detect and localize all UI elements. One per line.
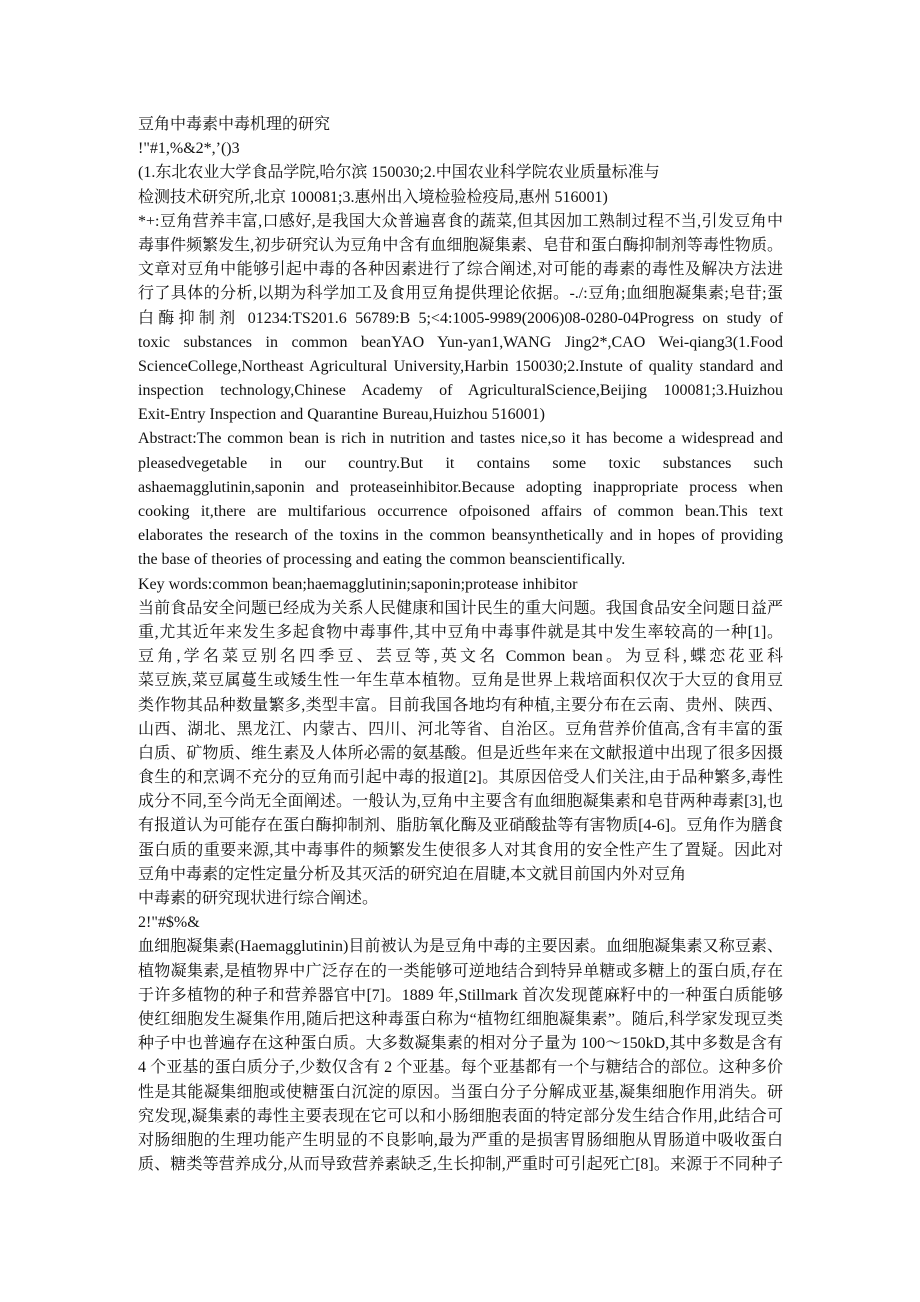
- text-line: 植物凝集素,是植物界中广泛存在的一类能够可逆地结合到特异单糖或多糖上的蛋白质,存在: [138, 962, 783, 980]
- introduction: [138, 597, 783, 911]
- text-line: Abstract:The common bean is rich in nutrition and tastes nice,so it has become a widespread and: [138, 430, 783, 448]
- text-line: (1.东北农业大学食品学院,哈尔滨 150030;2.中国农业科学院农业质量标准与: [138, 164, 660, 182]
- text-line: cooking it,there are multifarious occurrence ofpoisoned affairs of common bean.This text: [138, 503, 783, 520]
- text-line: 于许多植物的种子和营养器官中[7]。1889 年,Stillmark 首次发现蓖麻籽中的一种蛋白质能够: [138, 986, 783, 1004]
- section-heading: 2!"#$%&: [138, 914, 200, 932]
- keywords-en: Key words:common bean;haemagglutinin;saponin;protease inhibitor: [138, 575, 578, 593]
- document-page: [138, 113, 783, 1177]
- text-line: 性是其能凝集细胞或使糖蛋白沉淀的原因。当蛋白分子分解成亚基,凝集细胞作用消失。研: [138, 1083, 783, 1101]
- text-line: Exit-Entry Inspection and Quarantine Bureau,Huizhou 516001): [138, 406, 545, 424]
- text-line: 文章对豆角中能够引起中毒的各种因素进行了综合阐述,对可能的毒素的毒性及解决方法进: [138, 261, 783, 279]
- text-line: 有报道认为可能存在蛋白酶抑制剂、脂肪氧化酶及亚硝酸盐等有害物质[4-6]。豆角作为膳食: [138, 817, 783, 835]
- text-line: 4 个亚基的蛋白质分子,少数仅含有 2 个亚基。每个亚基都有一个与糖结合的部位。这种多价: [138, 1059, 783, 1077]
- text-line: 中毒素的研究现状进行综合阐述。: [138, 890, 379, 907]
- section-body: [138, 935, 783, 1177]
- abstract-cn: [138, 210, 783, 331]
- text-line: inspection technology,Chinese Academy of AgriculturalScience,Beijing 100081;3.Huizhou: [138, 382, 783, 400]
- text-line: 山西、湖北、黑龙江、内蒙古、四川、河北等省、自治区。豆角营养价值高,含有丰富的蛋: [138, 720, 783, 738]
- text-line: 豆角,学名菜豆别名四季豆、芸豆等,英文名 Common bean。为豆科,蝶恋花亚科: [138, 648, 783, 666]
- text-line: 成分不同,至今尚无全面阐述。一般认为,豆角中主要含有血细胞凝集素和皂苷两种毒素[3],也: [138, 793, 783, 811]
- text-line: 白酶抑制剂 01234:TS201.6 56789:B 5;<4:1005-9989(2006)08-0280-04Progress on study of: [138, 309, 783, 327]
- text-line: 使红细胞发生凝集作用,随后把这种毒蛋白称为“植物红细胞凝集素”。随后,科学家发现豆类: [138, 1010, 783, 1028]
- text-line: 质、糖类等营养成分,从而导致营养素缺乏,生长抑制,严重时可引起死亡[8]。来源于不同种子: [138, 1156, 783, 1174]
- text-line: the base of theories of processing and eating the common beanscientifically.: [138, 551, 626, 569]
- affiliation-cn: [138, 161, 783, 209]
- text-line: 血细胞凝集素(Haemagglutinin)目前被认为是豆角中毒的主要因素。血细胞凝集素又称豆素、: [138, 938, 783, 956]
- text-line: 类作物其品种数量繁多,类型丰富。目前我国各地均有种植,主要分布在云南、贵州、陕西、: [138, 696, 783, 714]
- text-line: pleasedvegetable in our country.But it contains some toxic substances such: [138, 454, 783, 472]
- text-line: 白质、矿物质、维生素及人体所必需的氨基酸。但是近些年来在文献报道中出现了很多因摄: [138, 744, 783, 762]
- text-line: 检测技术研究所,北京 100081;3.惠州出入境检验检疫局,惠州 516001): [138, 188, 608, 206]
- text-line: 行了具体的分析,以期为科学加工及食用豆角提供理论依据。-./:豆角;血细胞凝集素;皂苷;蛋: [138, 285, 783, 303]
- text-line: 种子中也普遍存在这种蛋白质。大多数凝集素的相对分子量为 100～150kD,其中多数是含有: [138, 1035, 783, 1053]
- text-line: ScienceCollege,Northeast Agricultural University,Harbin 150030;2.Instute of quality standard and: [138, 357, 783, 375]
- paper-title: 豆角中毒素中毒机理的研究: [138, 116, 331, 133]
- text-line: 菜豆族,菜豆属蔓生或矮生性一年生草本植物。豆角是世界上栽培面积仅次于大豆的食用豆: [138, 672, 783, 690]
- text-line: ashaemagglutinin,saponin and proteaseinhibitor.Because adopting inappropriate process when: [138, 478, 783, 496]
- text-line: 豆角中毒素的定性定量分析及其灭活的研究迫在眉睫,本文就目前国内外对豆角: [138, 865, 687, 883]
- text-line: 当前食品安全问题已经成为关系人民健康和国计民生的重大问题。我国食品安全问题日益严: [138, 599, 783, 617]
- abstract-en: [138, 427, 783, 572]
- text-line: 毒事件频繁发生,初步研究认为豆角中含有血细胞凝集素、皂苷和蛋白酶抑制剂等毒性物质。: [138, 236, 783, 254]
- text-line: 蛋白质的重要来源,其中毒事件的频繁发生使很多人对其食用的安全性产生了置疑。因此对: [138, 841, 783, 859]
- text-line: *+:豆角营养丰富,口感好,是我国大众普遍喜食的蔬菜,但其因加工熟制过程不当,引发豆角中: [138, 212, 783, 230]
- text-line: 究发现,凝集素的毒性主要表现在它可以和小肠细胞表面的特定部分发生结合作用,此结合可: [138, 1107, 783, 1125]
- text-line: 重,尤其近年来发生多起食物中毒事件,其中豆角中毒事件就是其中发生率较高的一种[1]。: [138, 623, 783, 641]
- text-line: 食生的和烹调不充分的豆角而引起中毒的报道[2]。其原因倍受人们关注,由于品种繁多,毒性: [138, 769, 783, 787]
- authors-line: !"#1,%&2*,’()3: [138, 140, 240, 158]
- text-line: elaborates the research of the toxins in the common beansynthetically and in hopes of providing: [138, 527, 783, 545]
- text-line: toxic substances in common beanYAO Yun-yan1,WANG Jing2*,CAO Wei-qiang3(1.Food: [138, 333, 783, 351]
- english-header: [138, 331, 783, 428]
- text-line: 对肠细胞的生理功能产生明显的不良影响,最为严重的是损害胃肠细胞从胃肠道中吸收蛋白: [138, 1131, 783, 1149]
